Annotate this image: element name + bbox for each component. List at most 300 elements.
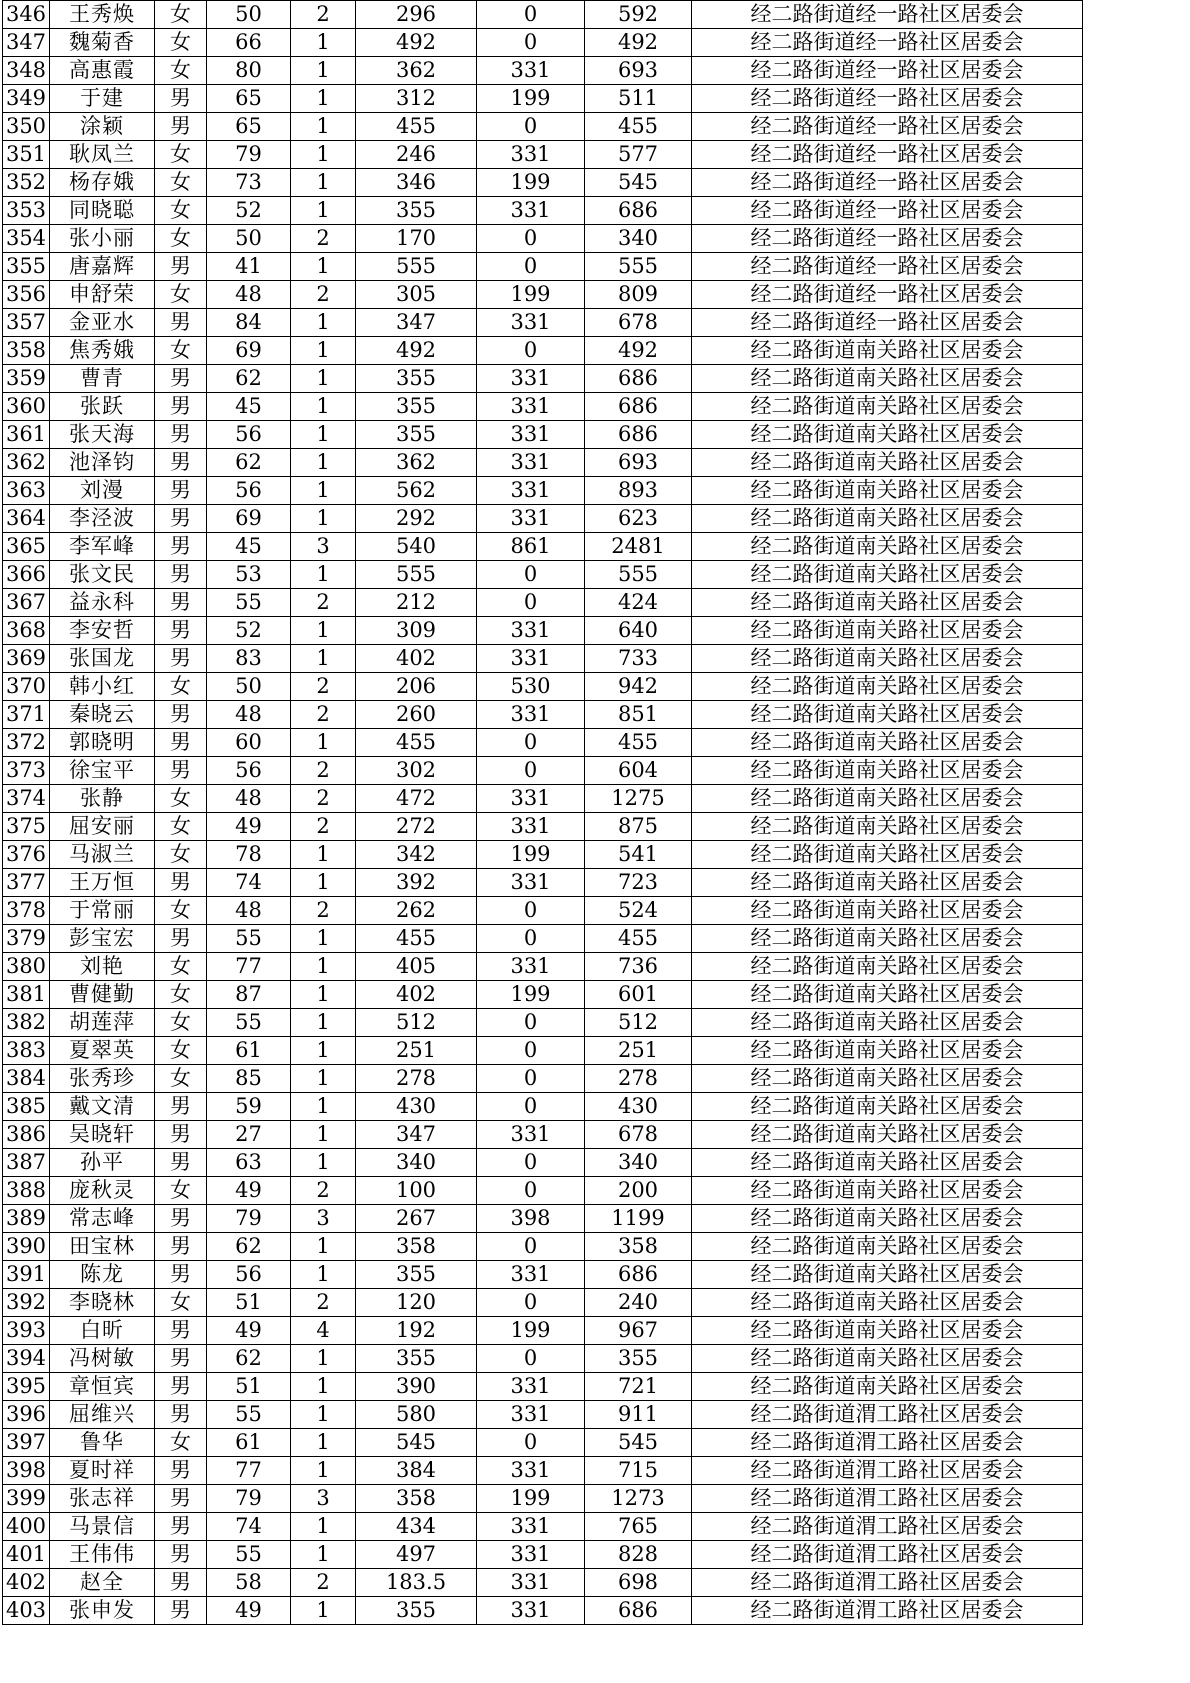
cell-income: 358	[356, 1485, 477, 1513]
cell-row-number: 383	[3, 1037, 50, 1065]
cell-age: 79	[207, 141, 291, 169]
cell-name: 张志祥	[50, 1485, 155, 1513]
cell-total: 686	[585, 1597, 692, 1625]
cell-income: 402	[356, 981, 477, 1009]
cell-community: 经二路街道渭工路社区居委会	[692, 1513, 1083, 1541]
cell-household-size: 2	[291, 897, 356, 925]
table-row	[3, 589, 1083, 617]
table-row	[3, 729, 1083, 757]
cell-household-size: 1	[291, 1513, 356, 1541]
cell-subsidy: 0	[477, 1289, 585, 1317]
cell-age: 52	[207, 617, 291, 645]
table-row	[3, 869, 1083, 897]
cell-name: 秦晓云	[50, 701, 155, 729]
cell-income: 540	[356, 533, 477, 561]
cell-income: 260	[356, 701, 477, 729]
cell-total: 592	[585, 1, 692, 29]
cell-gender: 女	[155, 1289, 207, 1317]
cell-community: 经二路街道经一路社区居委会	[692, 309, 1083, 337]
cell-household-size: 2	[291, 757, 356, 785]
cell-row-number: 379	[3, 925, 50, 953]
cell-name: 张秀珍	[50, 1065, 155, 1093]
cell-gender: 女	[155, 841, 207, 869]
cell-household-size: 1	[291, 337, 356, 365]
cell-name: 于常丽	[50, 897, 155, 925]
cell-household-size: 1	[291, 1429, 356, 1457]
cell-age: 69	[207, 505, 291, 533]
cell-name: 杨存娥	[50, 169, 155, 197]
cell-household-size: 1	[291, 309, 356, 337]
cell-age: 69	[207, 337, 291, 365]
cell-row-number: 357	[3, 309, 50, 337]
table-body	[3, 1, 1083, 1625]
cell-name: 彭宝宏	[50, 925, 155, 953]
cell-name: 马淑兰	[50, 841, 155, 869]
cell-name: 夏时祥	[50, 1457, 155, 1485]
table-row	[3, 421, 1083, 449]
cell-income: 580	[356, 1401, 477, 1429]
cell-age: 51	[207, 1373, 291, 1401]
table-row	[3, 1289, 1083, 1317]
cell-row-number: 387	[3, 1149, 50, 1177]
cell-household-size: 1	[291, 421, 356, 449]
table-row	[3, 29, 1083, 57]
table-row	[3, 1009, 1083, 1037]
cell-community: 经二路街道渭工路社区居委会	[692, 1541, 1083, 1569]
cell-household-size: 1	[291, 141, 356, 169]
cell-row-number: 392	[3, 1289, 50, 1317]
cell-total: 678	[585, 309, 692, 337]
cell-gender: 女	[155, 897, 207, 925]
cell-community: 经二路街道南关路社区居委会	[692, 365, 1083, 393]
cell-household-size: 1	[291, 645, 356, 673]
cell-name: 同晓聪	[50, 197, 155, 225]
table-row	[3, 1457, 1083, 1485]
cell-community: 经二路街道南关路社区居委会	[692, 1093, 1083, 1121]
cell-income: 392	[356, 869, 477, 897]
cell-row-number: 364	[3, 505, 50, 533]
cell-gender: 女	[155, 953, 207, 981]
cell-total: 723	[585, 869, 692, 897]
cell-gender: 男	[155, 505, 207, 533]
cell-row-number: 350	[3, 113, 50, 141]
cell-total: 240	[585, 1289, 692, 1317]
cell-row-number: 382	[3, 1009, 50, 1037]
cell-subsidy: 0	[477, 561, 585, 589]
table-row	[3, 449, 1083, 477]
cell-row-number: 375	[3, 813, 50, 841]
cell-community: 经二路街道南关路社区居委会	[692, 589, 1083, 617]
cell-name: 夏翠英	[50, 1037, 155, 1065]
cell-row-number: 394	[3, 1345, 50, 1373]
cell-household-size: 1	[291, 1065, 356, 1093]
cell-household-size: 1	[291, 113, 356, 141]
cell-subsidy: 0	[477, 1093, 585, 1121]
cell-gender: 男	[155, 645, 207, 673]
cell-row-number: 380	[3, 953, 50, 981]
cell-subsidy: 331	[477, 1597, 585, 1625]
cell-row-number: 374	[3, 785, 50, 813]
cell-total: 541	[585, 841, 692, 869]
cell-subsidy: 0	[477, 1233, 585, 1261]
cell-community: 经二路街道南关路社区居委会	[692, 953, 1083, 981]
cell-age: 87	[207, 981, 291, 1009]
cell-income: 296	[356, 1, 477, 29]
table-row	[3, 645, 1083, 673]
cell-subsidy: 331	[477, 617, 585, 645]
table-row	[3, 1345, 1083, 1373]
cell-community: 经二路街道南关路社区居委会	[692, 1009, 1083, 1037]
cell-community: 经二路街道南关路社区居委会	[692, 757, 1083, 785]
table-row	[3, 113, 1083, 141]
table-row	[3, 1037, 1083, 1065]
cell-row-number: 369	[3, 645, 50, 673]
cell-household-size: 2	[291, 281, 356, 309]
table-row	[3, 925, 1083, 953]
cell-community: 经二路街道南关路社区居委会	[692, 1205, 1083, 1233]
cell-gender: 男	[155, 113, 207, 141]
cell-subsidy: 0	[477, 925, 585, 953]
cell-row-number: 348	[3, 57, 50, 85]
cell-total: 893	[585, 477, 692, 505]
cell-row-number: 381	[3, 981, 50, 1009]
cell-income: 355	[356, 393, 477, 421]
cell-total: 809	[585, 281, 692, 309]
cell-subsidy: 199	[477, 169, 585, 197]
cell-gender: 男	[155, 1457, 207, 1485]
cell-gender: 男	[155, 589, 207, 617]
cell-community: 经二路街道经一路社区居委会	[692, 29, 1083, 57]
cell-income: 170	[356, 225, 477, 253]
cell-income: 212	[356, 589, 477, 617]
cell-age: 74	[207, 1513, 291, 1541]
cell-income: 434	[356, 1513, 477, 1541]
cell-name: 马景信	[50, 1513, 155, 1541]
cell-income: 251	[356, 1037, 477, 1065]
cell-community: 经二路街道南关路社区居委会	[692, 1065, 1083, 1093]
cell-name: 李军峰	[50, 533, 155, 561]
cell-gender: 女	[155, 1429, 207, 1457]
cell-age: 62	[207, 449, 291, 477]
table-row	[3, 701, 1083, 729]
cell-income: 355	[356, 365, 477, 393]
cell-household-size: 2	[291, 701, 356, 729]
cell-income: 262	[356, 897, 477, 925]
cell-income: 309	[356, 617, 477, 645]
table-row	[3, 1121, 1083, 1149]
cell-age: 80	[207, 57, 291, 85]
cell-age: 79	[207, 1485, 291, 1513]
cell-subsidy: 331	[477, 393, 585, 421]
cell-total: 640	[585, 617, 692, 645]
cell-total: 545	[585, 1429, 692, 1457]
cell-income: 355	[356, 1345, 477, 1373]
table-row	[3, 953, 1083, 981]
cell-subsidy: 861	[477, 533, 585, 561]
cell-income: 555	[356, 253, 477, 281]
cell-age: 84	[207, 309, 291, 337]
cell-subsidy: 0	[477, 897, 585, 925]
cell-total: 733	[585, 645, 692, 673]
cell-row-number: 388	[3, 1177, 50, 1205]
cell-row-number: 403	[3, 1597, 50, 1625]
cell-gender: 男	[155, 617, 207, 645]
cell-row-number: 360	[3, 393, 50, 421]
cell-total: 278	[585, 1065, 692, 1093]
cell-household-size: 1	[291, 1457, 356, 1485]
table-row	[3, 253, 1083, 281]
cell-community: 经二路街道渭工路社区居委会	[692, 1457, 1083, 1485]
cell-subsidy: 199	[477, 1485, 585, 1513]
cell-age: 50	[207, 1, 291, 29]
cell-income: 455	[356, 113, 477, 141]
cell-total: 942	[585, 673, 692, 701]
cell-income: 267	[356, 1205, 477, 1233]
cell-name: 李泾波	[50, 505, 155, 533]
cell-name: 田宝林	[50, 1233, 155, 1261]
cell-subsidy: 199	[477, 841, 585, 869]
cell-income: 492	[356, 337, 477, 365]
cell-age: 77	[207, 1457, 291, 1485]
cell-row-number: 365	[3, 533, 50, 561]
cell-subsidy: 199	[477, 85, 585, 113]
table-row	[3, 1065, 1083, 1093]
cell-income: 347	[356, 309, 477, 337]
cell-community: 经二路街道南关路社区居委会	[692, 337, 1083, 365]
cell-age: 61	[207, 1037, 291, 1065]
cell-age: 49	[207, 813, 291, 841]
cell-income: 340	[356, 1149, 477, 1177]
table-row	[3, 757, 1083, 785]
cell-community: 经二路街道经一路社区居委会	[692, 253, 1083, 281]
cell-subsidy: 331	[477, 1401, 585, 1429]
cell-age: 50	[207, 673, 291, 701]
cell-gender: 女	[155, 1009, 207, 1037]
cell-row-number: 384	[3, 1065, 50, 1093]
cell-row-number: 352	[3, 169, 50, 197]
cell-total: 686	[585, 421, 692, 449]
cell-name: 赵全	[50, 1569, 155, 1597]
cell-gender: 女	[155, 225, 207, 253]
cell-household-size: 1	[291, 85, 356, 113]
cell-household-size: 1	[291, 1121, 356, 1149]
cell-gender: 男	[155, 85, 207, 113]
cell-row-number: 370	[3, 673, 50, 701]
table-row	[3, 1513, 1083, 1541]
table-row	[3, 169, 1083, 197]
cell-household-size: 2	[291, 1, 356, 29]
cell-household-size: 3	[291, 1485, 356, 1513]
cell-row-number: 378	[3, 897, 50, 925]
cell-gender: 女	[155, 57, 207, 85]
cell-age: 48	[207, 897, 291, 925]
table-row	[3, 1205, 1083, 1233]
table-row	[3, 393, 1083, 421]
cell-gender: 女	[155, 141, 207, 169]
cell-household-size: 1	[291, 1541, 356, 1569]
cell-row-number: 373	[3, 757, 50, 785]
table-row	[3, 365, 1083, 393]
cell-income: 342	[356, 841, 477, 869]
cell-subsidy: 0	[477, 225, 585, 253]
cell-income: 120	[356, 1289, 477, 1317]
cell-row-number: 395	[3, 1373, 50, 1401]
cell-age: 53	[207, 561, 291, 589]
cell-community: 经二路街道南关路社区居委会	[692, 673, 1083, 701]
data-table	[2, 0, 1083, 1625]
cell-income: 278	[356, 1065, 477, 1093]
cell-row-number: 353	[3, 197, 50, 225]
cell-gender: 男	[155, 309, 207, 337]
cell-name: 于建	[50, 85, 155, 113]
cell-name: 刘漫	[50, 477, 155, 505]
cell-name: 吴晓轩	[50, 1121, 155, 1149]
cell-total: 577	[585, 141, 692, 169]
cell-row-number: 390	[3, 1233, 50, 1261]
cell-subsidy: 0	[477, 1345, 585, 1373]
cell-total: 355	[585, 1345, 692, 1373]
cell-household-size: 2	[291, 673, 356, 701]
cell-total: 1199	[585, 1205, 692, 1233]
table-row	[3, 1177, 1083, 1205]
cell-household-size: 1	[291, 953, 356, 981]
cell-gender: 男	[155, 477, 207, 505]
cell-gender: 男	[155, 701, 207, 729]
table-row	[3, 309, 1083, 337]
cell-name: 李安哲	[50, 617, 155, 645]
cell-name: 王伟伟	[50, 1541, 155, 1569]
cell-household-size: 1	[291, 477, 356, 505]
cell-income: 292	[356, 505, 477, 533]
cell-household-size: 1	[291, 505, 356, 533]
cell-row-number: 346	[3, 1, 50, 29]
cell-community: 经二路街道南关路社区居委会	[692, 785, 1083, 813]
cell-total: 686	[585, 197, 692, 225]
cell-subsidy: 331	[477, 141, 585, 169]
cell-household-size: 1	[291, 1261, 356, 1289]
table-row	[3, 1093, 1083, 1121]
cell-age: 41	[207, 253, 291, 281]
cell-subsidy: 530	[477, 673, 585, 701]
cell-household-size: 1	[291, 1233, 356, 1261]
cell-gender: 男	[155, 757, 207, 785]
cell-income: 355	[356, 1261, 477, 1289]
cell-subsidy: 331	[477, 1541, 585, 1569]
cell-total: 736	[585, 953, 692, 981]
cell-total: 678	[585, 1121, 692, 1149]
cell-row-number: 371	[3, 701, 50, 729]
cell-community: 经二路街道经一路社区居委会	[692, 85, 1083, 113]
cell-gender: 女	[155, 1037, 207, 1065]
cell-total: 911	[585, 1401, 692, 1429]
table-row	[3, 1149, 1083, 1177]
cell-row-number: 401	[3, 1541, 50, 1569]
table-row	[3, 1261, 1083, 1289]
cell-row-number: 385	[3, 1093, 50, 1121]
cell-subsidy: 331	[477, 645, 585, 673]
cell-income: 562	[356, 477, 477, 505]
cell-total: 555	[585, 561, 692, 589]
cell-income: 497	[356, 1541, 477, 1569]
cell-row-number: 377	[3, 869, 50, 897]
cell-name: 唐嘉辉	[50, 253, 155, 281]
cell-name: 孙平	[50, 1149, 155, 1177]
cell-household-size: 2	[291, 813, 356, 841]
table-row	[3, 477, 1083, 505]
cell-income: 555	[356, 561, 477, 589]
cell-subsidy: 0	[477, 113, 585, 141]
cell-household-size: 1	[291, 1345, 356, 1373]
cell-total: 715	[585, 1457, 692, 1485]
cell-name: 焦秀娥	[50, 337, 155, 365]
cell-gender: 男	[155, 1401, 207, 1429]
cell-subsidy: 0	[477, 1009, 585, 1037]
table-row	[3, 85, 1083, 113]
cell-row-number: 354	[3, 225, 50, 253]
cell-community: 经二路街道南关路社区居委会	[692, 841, 1083, 869]
cell-community: 经二路街道经一路社区居委会	[692, 141, 1083, 169]
table-row	[3, 1429, 1083, 1457]
cell-gender: 女	[155, 1177, 207, 1205]
cell-subsidy: 331	[477, 1121, 585, 1149]
cell-subsidy: 0	[477, 589, 585, 617]
table-row	[3, 813, 1083, 841]
cell-name: 张静	[50, 785, 155, 813]
cell-name: 戴文清	[50, 1093, 155, 1121]
cell-subsidy: 0	[477, 757, 585, 785]
cell-name: 常志峰	[50, 1205, 155, 1233]
table-row	[3, 1597, 1083, 1625]
cell-household-size: 1	[291, 841, 356, 869]
cell-gender: 男	[155, 533, 207, 561]
table-row	[3, 1485, 1083, 1513]
cell-name: 益永科	[50, 589, 155, 617]
cell-community: 经二路街道南关路社区居委会	[692, 981, 1083, 1009]
cell-subsidy: 331	[477, 785, 585, 813]
cell-row-number: 349	[3, 85, 50, 113]
cell-age: 49	[207, 1317, 291, 1345]
cell-household-size: 2	[291, 1289, 356, 1317]
cell-community: 经二路街道渭工路社区居委会	[692, 1597, 1083, 1625]
cell-name: 陈龙	[50, 1261, 155, 1289]
cell-community: 经二路街道经一路社区居委会	[692, 197, 1083, 225]
cell-subsidy: 331	[477, 1261, 585, 1289]
cell-age: 59	[207, 1093, 291, 1121]
cell-community: 经二路街道南关路社区居委会	[692, 449, 1083, 477]
cell-row-number: 399	[3, 1485, 50, 1513]
cell-community: 经二路街道经一路社区居委会	[692, 113, 1083, 141]
cell-gender: 女	[155, 1, 207, 29]
cell-age: 48	[207, 785, 291, 813]
cell-community: 经二路街道南关路社区居委会	[692, 701, 1083, 729]
cell-subsidy: 331	[477, 1513, 585, 1541]
cell-total: 455	[585, 925, 692, 953]
cell-name: 白昕	[50, 1317, 155, 1345]
cell-subsidy: 0	[477, 1429, 585, 1457]
cell-name: 申舒荣	[50, 281, 155, 309]
cell-gender: 男	[155, 1597, 207, 1625]
cell-total: 340	[585, 1149, 692, 1177]
table-row	[3, 1569, 1083, 1597]
cell-age: 52	[207, 197, 291, 225]
cell-gender: 男	[155, 1121, 207, 1149]
cell-subsidy: 331	[477, 1457, 585, 1485]
cell-age: 63	[207, 1149, 291, 1177]
cell-row-number: 400	[3, 1513, 50, 1541]
cell-name: 韩小红	[50, 673, 155, 701]
cell-household-size: 1	[291, 561, 356, 589]
cell-household-size: 1	[291, 1037, 356, 1065]
